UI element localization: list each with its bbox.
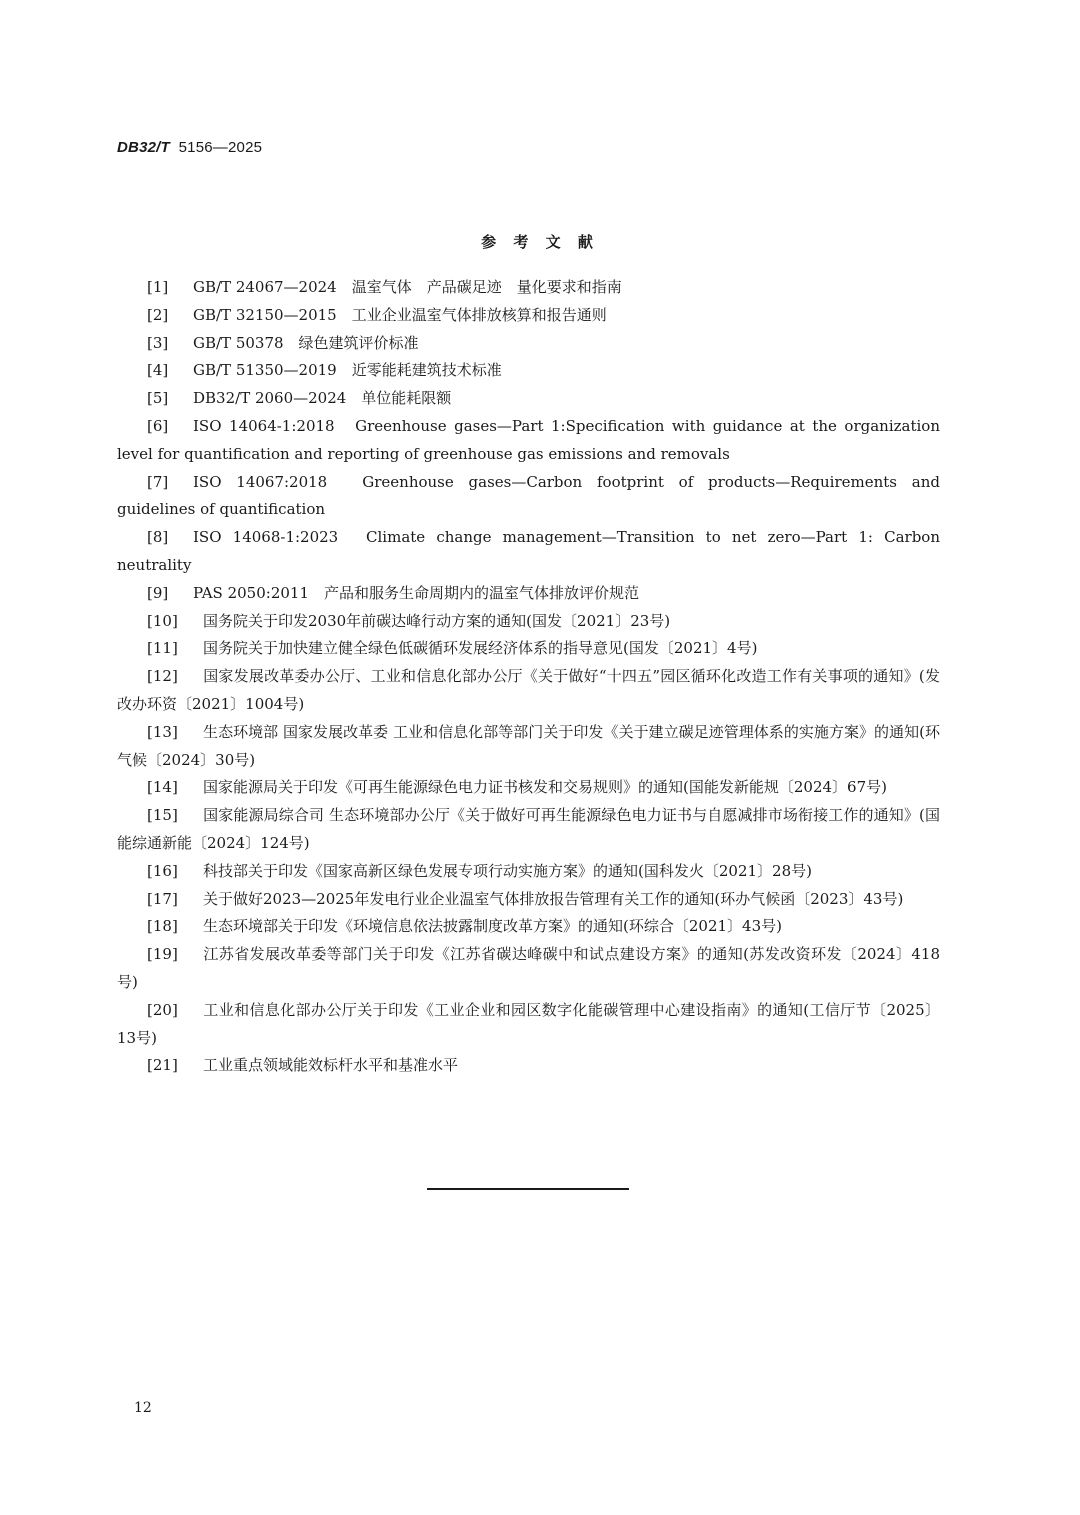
reference-item-13 — [117, 719, 940, 775]
page-number: 12 — [134, 1400, 152, 1416]
reference-text: ISO 14068-1:2023 Climate change management—Transition to net zero—Part 1: Carbon neutrality — [117, 528, 940, 574]
document-code — [117, 139, 262, 156]
reference-number: [14] — [147, 778, 178, 797]
reference-text: ISO 14064-1:2018 Greenhouse gases—Part 1:Specification with guidance at the organization level for quantification and reporting of greenhouse gas emissions and removals — [117, 416, 940, 463]
reference-item-2 — [117, 302, 940, 330]
section-title: 参 考 文 献 — [481, 233, 599, 251]
reference-number: [10] — [147, 611, 178, 630]
reference-number: [13] — [147, 722, 178, 741]
reference-text: 国务院关于加快建立健全绿色低碳循环发展经济体系的指导意见(国发〔2021〕4号) — [203, 639, 758, 658]
reference-text: 关于做好2023—2025年发电行业企业温室气体排放报告管理有关工作的通知(环办气候函〔2023〕43号) — [203, 889, 904, 908]
reference-item-18 — [117, 913, 940, 941]
reference-item-3 — [117, 330, 940, 358]
reference-item-10 — [117, 608, 940, 636]
reference-text: DB32/T 2060—2024 单位能耗限额 — [193, 389, 452, 408]
end-of-document-rule — [427, 1188, 629, 1190]
reference-text: 国务院关于印发2030年前碳达峰行动方案的通知(国发〔2021〕23号) — [203, 611, 671, 630]
reference-number: [3] — [147, 333, 169, 352]
reference-number: [4] — [147, 361, 169, 380]
reference-number: [1] — [147, 278, 169, 296]
reference-number: [11] — [147, 639, 178, 658]
reference-item-21 — [117, 1052, 940, 1080]
reference-number: [21] — [147, 1056, 178, 1075]
reference-number: [8] — [147, 528, 169, 547]
reference-text: 国家发展改革委办公厅、工业和信息化部办公厅《关于做好“十四五”园区循环化改造工作有关事项的通知》(发改办环资〔2021〕1004号) — [117, 667, 940, 713]
reference-item-9 — [117, 580, 940, 608]
reference-item-5 — [117, 385, 940, 413]
reference-number: [12] — [147, 667, 178, 686]
reference-text: 工业重点领域能效标杆水平和基准水平 — [203, 1056, 459, 1075]
reference-item-12 — [117, 663, 940, 719]
reference-number: [20] — [147, 1000, 178, 1019]
reference-number: [17] — [147, 889, 178, 908]
reference-item-1 — [117, 274, 940, 302]
reference-item-8 — [117, 524, 940, 580]
reference-number: [6] — [147, 416, 169, 435]
reference-number: [16] — [147, 861, 178, 880]
reference-text: ISO 14067:2018 Greenhouse gases—Carbon footprint of products—Requirements and guidelines of quantification — [117, 472, 940, 519]
reference-text: 国家能源局关于印发《可再生能源绿色电力证书核发和交易规则》的通知(国能发新能规〔2024〕67号) — [203, 778, 887, 797]
document-code-prefix: DB32/T — [117, 139, 170, 156]
document-code-number: 5156—2025 — [178, 139, 263, 156]
reference-text: PAS 2050:2011 产品和服务生命周期内的温室气体排放评价规范 — [193, 583, 639, 602]
reference-text: 科技部关于印发《国家高新区绿色发展专项行动实施方案》的通知(国科发火〔2021〕28号) — [203, 861, 812, 880]
reference-item-6 — [117, 413, 940, 469]
reference-item-4 — [117, 357, 940, 385]
reference-number: [7] — [147, 472, 169, 491]
reference-item-17 — [117, 886, 940, 914]
reference-number: [15] — [147, 806, 178, 825]
reference-text: 生态环境部 国家发展改革委 工业和信息化部等部门关于印发《关于建立碳足迹管理体系的实施方案》的通知(环气候〔2024〕30号) — [117, 722, 940, 769]
reference-item-19 — [117, 941, 940, 997]
reference-text: GB/T 50378 绿色建筑评价标准 — [193, 333, 419, 352]
reference-item-20 — [117, 997, 940, 1053]
reference-item-16 — [117, 858, 940, 886]
reference-item-14 — [117, 774, 940, 802]
reference-item-7 — [117, 469, 940, 525]
reference-text: GB/T 24067—2024 温室气体 产品碳足迹 量化要求和指南 — [193, 278, 622, 296]
reference-number: [5] — [147, 389, 169, 408]
reference-item-15 — [117, 802, 940, 858]
reference-text: 工业和信息化部办公厅关于印发《工业企业和园区数字化能碳管理中心建设指南》的通知(工信厅节〔2025〕13号) — [117, 1000, 940, 1047]
reference-text: 生态环境部关于印发《环境信息依法披露制度改革方案》的通知(环综合〔2021〕43号) — [203, 917, 782, 936]
reference-number: [9] — [147, 583, 169, 602]
reference-number: [19] — [147, 945, 178, 964]
reference-text: 国家能源局综合司 生态环境部办公厅《关于做好可再生能源绿色电力证书与自愿减排市场衔接工作的通知》(国能综通新能〔2024〕124号) — [117, 806, 940, 852]
reference-text: GB/T 32150—2015 工业企业温室气体排放核算和报告通则 — [193, 305, 607, 324]
reference-text: GB/T 51350—2019 近零能耗建筑技术标准 — [193, 361, 502, 380]
reference-text: 江苏省发展改革委等部门关于印发《江苏省碳达峰碳中和试点建设方案》的通知(苏发改资环发〔2024〕418号) — [117, 945, 940, 991]
reference-list — [117, 274, 940, 1080]
reference-number: [2] — [147, 305, 169, 324]
reference-item-11 — [117, 635, 940, 663]
reference-number: [18] — [147, 917, 178, 936]
